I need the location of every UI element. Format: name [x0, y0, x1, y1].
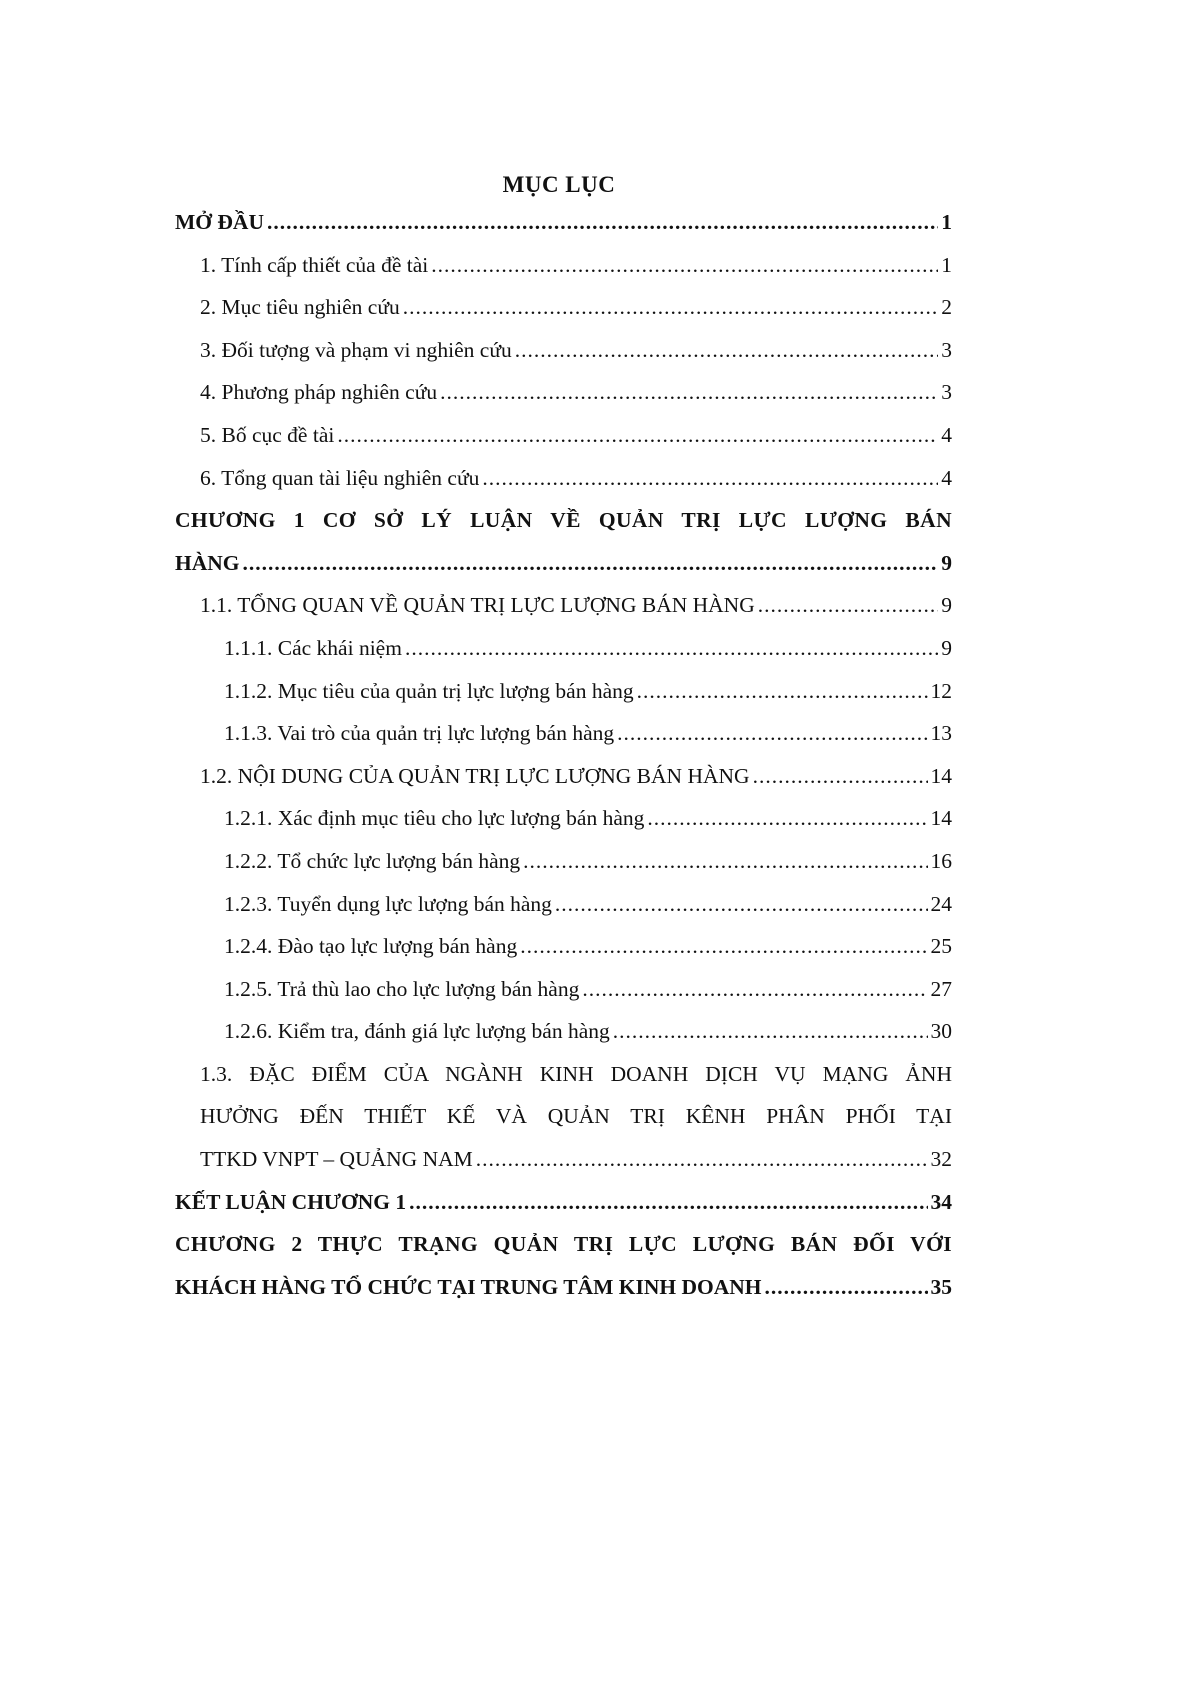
toc-entry-1-1-3[interactable] [175, 721, 952, 764]
toc-entry-text: KHÁCH HÀNG TỔ CHỨC TẠI TRUNG TÂM KINH DOANH [175, 1274, 762, 1299]
toc-entry-intro-2[interactable] [175, 295, 952, 338]
toc-entry-text: 2. Mục tiêu nghiên cứu [200, 295, 400, 320]
toc-entry-1-1[interactable] [175, 593, 952, 636]
dot-leader [431, 253, 938, 278]
toc-entry-1-2[interactable] [175, 764, 952, 807]
toc-entry-text: 4. Phương pháp nghiên cứu [200, 380, 438, 405]
toc-page-number: 27 [930, 976, 952, 1001]
toc-entry-chapter1-line2[interactable] [175, 551, 952, 594]
toc-entry-1-3-line1[interactable]: 1.3. ĐẶC ĐIỂM CỦA NGÀNH KINH DOANH DỊCH VỤ MẠNG ẢNH [200, 1061, 952, 1086]
toc-page-number: 13 [930, 721, 952, 746]
dot-leader [440, 380, 938, 405]
toc-page-number: 16 [930, 848, 952, 873]
toc-entry-intro-4[interactable] [175, 380, 952, 423]
dot-leader [617, 721, 927, 746]
dot-leader [758, 593, 939, 618]
toc-entry-1-2-1[interactable] [175, 806, 952, 849]
toc-entry-text: 1. Tính cấp thiết của đề tài [200, 252, 429, 277]
toc-entry-text: 1.1.3. Vai trò của quản trị lực lượng bán hàng [224, 721, 615, 746]
toc-entry-chapter2-line2[interactable] [175, 1275, 952, 1318]
toc-page-number: 35 [930, 1274, 952, 1299]
dot-leader [613, 1019, 928, 1044]
dot-leader [409, 1190, 927, 1215]
toc-page-number: 9 [941, 550, 952, 575]
toc-page-number: 2 [941, 295, 952, 320]
dot-leader [523, 849, 927, 874]
toc-entry-mo-dau[interactable] [175, 210, 952, 253]
toc-entry-text: MỞ ĐẦU [175, 210, 264, 234]
toc-entry-intro-3[interactable] [175, 338, 952, 381]
toc-entry-text: 3. Đối tượng và phạm vi nghiên cứu [200, 337, 512, 362]
toc-entry-1-2-6[interactable] [175, 1019, 952, 1062]
toc-page-number: 9 [941, 593, 952, 618]
toc-page-number: 25 [930, 934, 952, 959]
toc-page-number: 14 [930, 806, 952, 831]
dot-leader [582, 977, 927, 1002]
toc-entry-1-1-1[interactable] [175, 636, 952, 679]
toc-page-number: 34 [930, 1189, 952, 1214]
toc-entry-chapter2-line1[interactable]: CHƯƠNG 2 THỰC TRẠNG QUẢN TRỊ LỰC LƯỢNG BÁN ĐỐI VỚI [175, 1232, 952, 1257]
toc-entry-text: 1.2.4. Đào tạo lực lượng bán hàng [224, 934, 518, 959]
dot-leader [403, 295, 939, 320]
toc-page-number: 30 [930, 1019, 952, 1044]
toc-entry-text: 1.2.1. Xác định mục tiêu cho lực lượng bán hàng [224, 806, 645, 831]
toc-entry-text: 6. Tổng quan tài liệu nghiên cứu [200, 465, 480, 490]
toc-entry-1-1-2[interactable] [175, 679, 952, 722]
toc-entry-chapter1-line1[interactable]: CHƯƠNG 1 CƠ SỞ LÝ LUẬN VỀ QUẢN TRỊ LỰC LƯỢNG BÁN [175, 508, 952, 533]
toc-entry-1-2-5[interactable] [175, 977, 952, 1020]
dot-leader [476, 1147, 928, 1172]
toc-entry-text: HÀNG [175, 550, 240, 575]
toc-entry-intro-6[interactable] [175, 466, 952, 509]
toc-page-number: 12 [930, 678, 952, 703]
toc-entry-intro-5[interactable] [175, 423, 952, 466]
toc-page-number: 3 [941, 380, 952, 405]
toc-page-number: 1 [941, 210, 952, 234]
toc-page-number: 32 [930, 1147, 952, 1172]
table-of-contents [175, 210, 952, 1317]
toc-entry-text: 1.2.3. Tuyển dụng lực lượng bán hàng [224, 891, 552, 916]
dot-leader [520, 934, 927, 959]
toc-entry-text: TTKD VNPT – QUẢNG NAM [200, 1147, 473, 1172]
dot-leader [515, 338, 939, 363]
toc-page-number: 3 [941, 337, 952, 362]
dot-leader [243, 551, 939, 576]
toc-page-number: 4 [941, 422, 952, 447]
dot-leader [482, 466, 938, 491]
toc-entry-intro-1[interactable] [175, 253, 952, 296]
dot-leader [765, 1275, 928, 1300]
toc-entry-text: 1.1.2. Mục tiêu của quản trị lực lượng bán hàng [224, 678, 634, 703]
dot-leader [637, 679, 928, 704]
toc-entry-text: KẾT LUẬN CHƯƠNG 1 [175, 1189, 407, 1214]
toc-entry-1-2-2[interactable] [175, 849, 952, 892]
dot-leader [647, 806, 927, 831]
dot-leader [555, 892, 928, 917]
toc-entry-text: 5. Bố cục đề tài [200, 422, 335, 447]
dot-leader [337, 423, 938, 448]
toc-page-number: 24 [930, 891, 952, 916]
toc-entry-text: 1.1. TỔNG QUAN VỀ QUẢN TRỊ LỰC LƯỢNG BÁN HÀNG [200, 593, 755, 618]
toc-entry-text: 1.2.2. Tổ chức lực lượng bán hàng [224, 848, 521, 873]
toc-entry-text: 1.2. NỘI DUNG CỦA QUẢN TRỊ LỰC LƯỢNG BÁN HÀNG [200, 763, 750, 788]
toc-page-number: 1 [941, 252, 952, 277]
toc-entry-text: 1.1.1. Các khái niệm [224, 635, 402, 660]
toc-entry-1-2-3[interactable] [175, 892, 952, 935]
dot-leader [405, 636, 938, 661]
toc-entry-1-3-line2[interactable]: HƯỞNG ĐẾN THIẾT KẾ VÀ QUẢN TRỊ KÊNH PHÂN PHỐI TẠI [200, 1104, 952, 1129]
toc-entry-text: 1.2.5. Trả thù lao cho lực lượng bán hàng [224, 976, 580, 1001]
toc-entry-text: 1.2.6. Kiểm tra, đánh giá lực lượng bán hàng [224, 1019, 610, 1044]
toc-entry-1-3-line3[interactable] [175, 1147, 952, 1190]
toc-entry-1-2-4[interactable] [175, 934, 952, 977]
toc-entry-ket-luan-chuong-1[interactable] [175, 1190, 952, 1233]
page-title: MỤC LỤC [502, 172, 616, 197]
toc-page-number: 4 [941, 465, 952, 490]
toc-page-number: 14 [930, 763, 952, 788]
toc-page-number: 9 [941, 635, 952, 660]
dot-leader [753, 764, 928, 789]
dot-leader [267, 210, 938, 235]
